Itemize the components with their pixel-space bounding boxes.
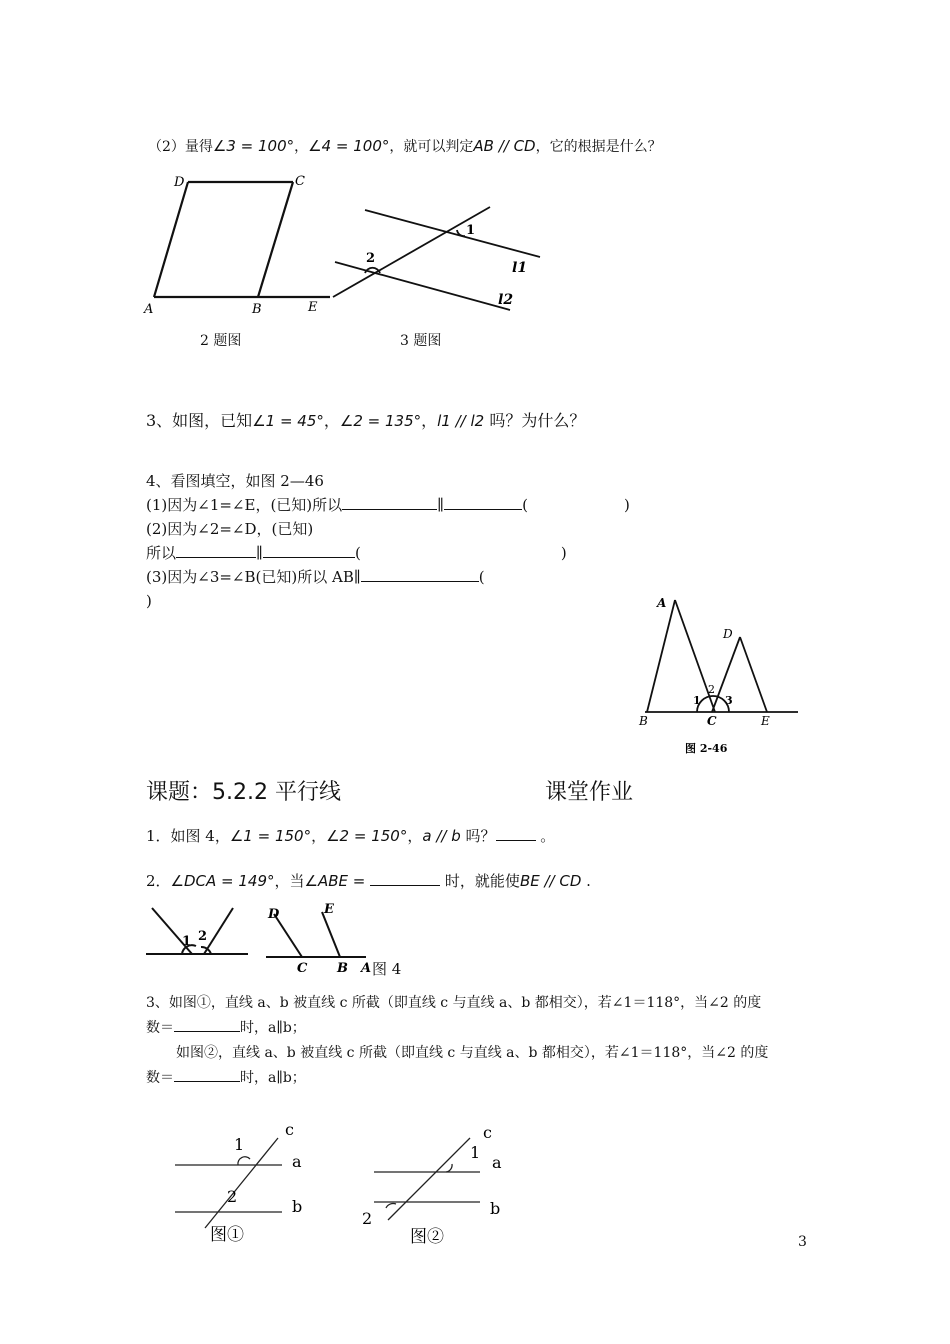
fig4-label-2: 2: [198, 929, 208, 944]
q2-angle4: ∠4 = 100°: [308, 137, 390, 155]
hw2-parallel: BE // CD: [519, 872, 582, 890]
q4-blank-2b[interactable]: [263, 543, 355, 558]
hw1-blank[interactable]: [496, 826, 536, 841]
fig2-caption: 2 题图: [200, 333, 242, 349]
q2-suffix: ，它的根据是什么？: [535, 139, 662, 155]
hw3-blank-1[interactable]: [174, 1017, 240, 1032]
fig246-label-c: C: [707, 714, 717, 728]
fig2-label-c: C: [295, 174, 305, 189]
fig2-label-e: E: [308, 300, 318, 315]
hw2-blank[interactable]: [370, 871, 440, 886]
fig2-diagram: [140, 170, 340, 320]
q4-item-2: (2)因为∠2=∠D，(已知): [146, 520, 314, 538]
fig4-label-d: D: [268, 907, 280, 922]
hw3-line-1: 3、如图①，直线 a、b 被直线 c 所截（即直线 c 与直线 a、b 都相交），若∠1＝118°，当∠2 的度: [146, 995, 762, 1011]
fig246-label-b: B: [639, 714, 648, 728]
hw3-blank-2[interactable]: [174, 1067, 240, 1082]
fig4-label-e: E: [324, 902, 334, 917]
hw3-line-3: 如图②，直线 a、b 被直线 c 所截（即直线 c 与直线 a、b 都相交），若∠1＝118°，当∠2 的度: [176, 1045, 769, 1061]
fig-c2-label-a: a: [492, 1153, 502, 1172]
hw1-angle1: ∠1 = 150°: [229, 827, 312, 845]
fig-c1-label-1: 1: [234, 1135, 245, 1154]
q4-item-1: (1)因为∠1=∠E，(已知)所以 ∥ ( ): [146, 496, 630, 514]
fig4-label-b: B: [337, 961, 348, 976]
q2-middle: ，就可以判定: [389, 139, 474, 155]
fig246-label-a: A: [657, 596, 667, 610]
q3-line: [146, 408, 585, 431]
q2-sep: ，: [294, 139, 309, 155]
fig4-label-c: C: [297, 961, 308, 976]
fig-c2-label-1: 1: [470, 1143, 481, 1162]
fig4-label-1: 1: [182, 934, 192, 949]
fig2-label-b: B: [252, 302, 262, 317]
q4-block: [146, 469, 630, 613]
fig3-label-2: 2: [366, 251, 376, 266]
fig-c1-label-b: b: [292, 1197, 303, 1216]
q4-blank-3[interactable]: [361, 567, 479, 582]
q4-blank-1b[interactable]: [444, 495, 522, 510]
q2-line: [148, 136, 662, 156]
fig-c1-label-2: 2: [227, 1187, 238, 1206]
fig-c2-label-b: b: [490, 1199, 501, 1218]
fig-c1-caption: 图①: [210, 1225, 244, 1245]
fig246-label-d: D: [723, 627, 733, 641]
fig-c2-diagram: [360, 1120, 520, 1255]
fig-c1-diagram: [170, 1120, 320, 1255]
fig-c1-label-c: c: [285, 1120, 294, 1139]
fig3-caption: 3 题图: [400, 333, 442, 349]
fig3-diagram: [325, 200, 555, 320]
fig-c2-label-2: 2: [362, 1209, 373, 1228]
q3-parallel: l1 // l2: [437, 412, 485, 430]
q3-angle2: ∠2 = 135°: [339, 412, 422, 430]
fig-c2-caption: 图②: [410, 1227, 444, 1247]
fig2-label-a: A: [144, 302, 154, 317]
lesson-title: 课题：5.2.2 平行线: [146, 780, 341, 805]
hw3-line-4: 数＝ 时，a∥b；: [146, 1066, 826, 1091]
page-number: 3: [798, 1234, 807, 1250]
fig246-diagram: [635, 592, 805, 762]
q3-suffix: 吗？为什么？: [489, 411, 586, 430]
fig3-label-1: 1: [466, 223, 476, 238]
fig3-label-l1: l1: [512, 260, 528, 276]
fig246-label-3: 3: [725, 694, 733, 707]
q3-sep1: ，: [323, 411, 340, 430]
fig2-label-d: D: [174, 175, 185, 190]
q4-blank-1a[interactable]: [342, 495, 437, 510]
fig4-caption: 图 4: [372, 960, 402, 978]
q4-blank-2a[interactable]: [176, 543, 256, 558]
q3-prefix: 3、如图，已知: [146, 411, 253, 430]
fig246-label-e: E: [761, 714, 770, 728]
fig-c2-label-c: c: [483, 1123, 492, 1142]
fig246-label-1: 1: [693, 694, 701, 707]
hw2-abe: ∠ABE =: [304, 872, 366, 890]
hw1-line: 1．如图 4，∠1 = 150°，∠2 = 150°，a // b 吗？ 。: [146, 827, 556, 845]
hw1-angle2: ∠2 = 150°: [326, 827, 408, 845]
q4-item-3: (3)因为∠3=∠B(已知)所以 AB∥ (: [146, 568, 485, 586]
hw1-parallel: a // b: [422, 827, 461, 845]
fig246-caption: 图 2-46: [685, 742, 728, 755]
fig-c1-label-a: a: [292, 1152, 302, 1171]
fig3-label-l2: l2: [498, 292, 514, 308]
q2-prefix: （2）量得: [148, 139, 213, 155]
q4-item-2b: 所以 ∥ ( ): [146, 544, 567, 562]
q2-parallel: AB // CD: [473, 137, 536, 155]
lesson-subtitle: 课堂作业: [545, 780, 634, 805]
q3-sep2: ，: [421, 411, 438, 430]
hw3-line-2: 数＝ 时，a∥b；: [146, 1016, 826, 1041]
q4-heading: 4、看图填空，如图 2—46: [146, 472, 324, 490]
fig4-label-a: A: [361, 961, 372, 976]
fig246-label-2: 2: [708, 683, 715, 696]
q3-angle1: ∠1 = 45°: [252, 412, 324, 430]
hw3-block: [146, 991, 826, 1091]
q4-item-3-close: ): [146, 592, 152, 610]
hw2-angle: ∠DCA = 149°: [170, 872, 275, 890]
q2-angle3: ∠3 = 100°: [212, 137, 295, 155]
hw2-line: 2．∠DCA = 149°，当∠ABE = 时，就能使BE // CD .: [146, 872, 591, 890]
